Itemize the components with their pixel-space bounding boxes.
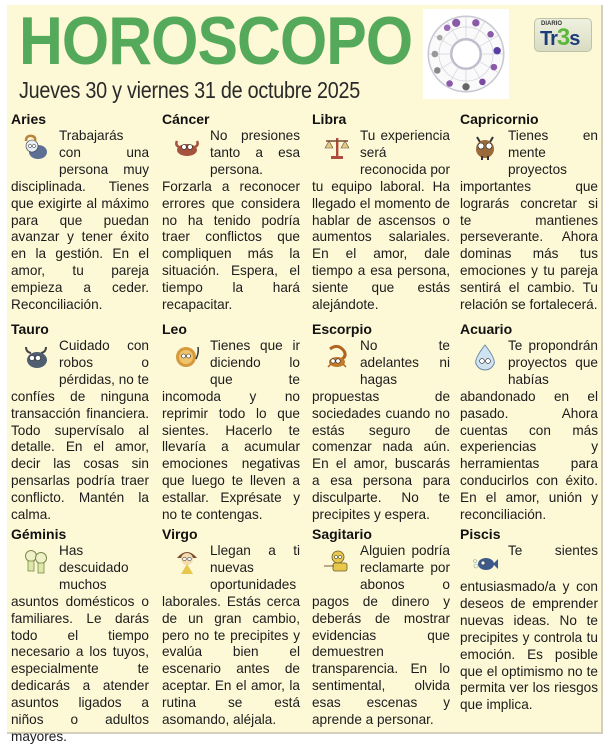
scales-icon: [324, 132, 350, 162]
sign-name: Tauro: [11, 321, 49, 337]
sign-name: Libra: [312, 111, 347, 127]
goat-icon: [472, 132, 498, 162]
sign-name: Acuario: [460, 321, 513, 337]
sign-name: Capricornio: [460, 111, 539, 127]
sign-name: Sagitario: [312, 526, 372, 542]
lion-icon: [174, 342, 200, 372]
sign-text: Tu experiencia será reconocida por tu equipo laboral. Ha llegado el momento de hablar de ascensos o aumentos salariales. En el amor, dale tiempo a esa persona, siente que estás alejándote.: [312, 128, 450, 313]
sign-text: No te adelantes ni hagas propuestas de sociedades cuando no estás seguro de comenzar nada aún. En el amor, buscarás a esa persona para disculparte. No te precipites y espera.: [312, 338, 450, 523]
logo-brand-post: s: [569, 28, 580, 50]
sign-text: Te sientes entusiasmado/a y con deseos de emprender nuevas ideas. No te precipites y controla tu emoción. Es posible que el optimismo no te permita ver los riesgos que implica.: [460, 543, 598, 713]
fish-icon: [472, 547, 498, 577]
horoscope-panel: [7, 2, 603, 744]
diario-tres-logo: [534, 18, 592, 52]
sign-virgo: [162, 526, 300, 729]
logo-small-text: DIARIO: [541, 21, 562, 27]
sign-name: Virgo: [162, 526, 198, 542]
ram-icon: [23, 132, 49, 162]
sign-text: Te propondrán proyectos que habías abandonado en el pasado. Ahora cuentas con más experiencias y herramientas para conducirlos con éxito. En el amor, unión y reconciliación.: [460, 338, 598, 523]
sign-text: No presiones tanto a esa persona. Forzarla a reconocer errores que considera no ha tenido podría traer conflictos que compliquen más la situación. Espera, el tiempo la hará recapacitar.: [162, 128, 300, 313]
twins-icon: [23, 547, 49, 577]
sign-sagitario: [312, 526, 450, 729]
sign-text: Tienes en mente proyectos importantes que lograrás concretar si te mantienes perseverante. Ahora dominas más tus emociones y tu pareja sentirá el cambio. Tu relación se fortalecerá.: [460, 128, 598, 313]
scorpion-icon: [324, 342, 350, 372]
sign-cancer: [162, 111, 300, 314]
sign-escorpio: [312, 321, 450, 524]
date-line: Jueves 30 y viernes 31 de octubre 2025: [19, 77, 360, 103]
crab-icon: [174, 132, 200, 162]
sign-geminis: [11, 526, 149, 746]
zodiac-wheel-icon: [425, 13, 507, 95]
sign-capricornio: [460, 111, 598, 314]
sign-name: Leo: [162, 321, 187, 337]
sign-name: Aries: [11, 111, 47, 127]
logo-brand-three: 3: [556, 24, 570, 51]
sign-text: Tienes que ir diciendo lo que te incomoda y no reprimir todo lo que sientes. Hacerlo te llevaría a acumular emociones negativas que luego te lleven a estallar. Exprésate y no te contengas.: [162, 338, 300, 523]
header: [7, 2, 603, 110]
sign-acuario: [460, 321, 598, 524]
sign-text: Trabajarás con una persona muy disciplinada. Tienes que exigirte al máximo para que puedan avanzar y tener éxito en la gestión. En el amor, tu pareja empieza a ceder. Reconciliación.: [11, 128, 149, 313]
sign-name: Piscis: [460, 526, 501, 542]
sign-tauro: [11, 321, 149, 524]
water-drop-icon: [472, 342, 498, 372]
sign-text: Llegan a ti nuevas oportunidades laborales. Estás cerca de un gran cambio, pero no te precipites y evalúa bien el escenario antes de aceptar. En el amor, la rutina se está asomando, aléjala.: [162, 543, 300, 728]
sign-aries: [11, 111, 149, 314]
bull-icon: [23, 342, 49, 372]
zodiac-wheel-image: [423, 9, 509, 99]
sign-text: Alguien podría reclamarte por abonos o pagos de dinero y deberás de mostrar evidencias que demuestren transparencia. En lo sentimental, olvida esas escenas y aprende a personar.: [312, 543, 450, 728]
sign-leo: [162, 321, 300, 524]
sign-name: Géminis: [11, 526, 67, 542]
sign-libra: [312, 111, 450, 314]
sign-name: Escorpio: [312, 321, 372, 337]
logo-brand-pre: Tr: [540, 28, 557, 50]
sign-text: Cuidado con robos o pérdidas, no te confíes de ninguna transacción financiera. Todo supervísalo al detalle. En el amor, decir las cosas sin pensarlas podría traer conflicto. Mantén la calma.: [11, 338, 149, 523]
sign-piscis: [460, 526, 598, 714]
sign-text: Has descuidado muchos asuntos domésticos o familiares. Le darás todo el tiempo necesario a los tuyos, especialmente te dedicarás a atender asuntos ligados a niños o adultos mayores.: [11, 543, 149, 744]
page-title: HOROSCOPO: [19, 2, 413, 79]
sign-name: Cáncer: [162, 111, 210, 127]
archer-icon: [324, 547, 350, 577]
maiden-icon: [174, 547, 200, 577]
